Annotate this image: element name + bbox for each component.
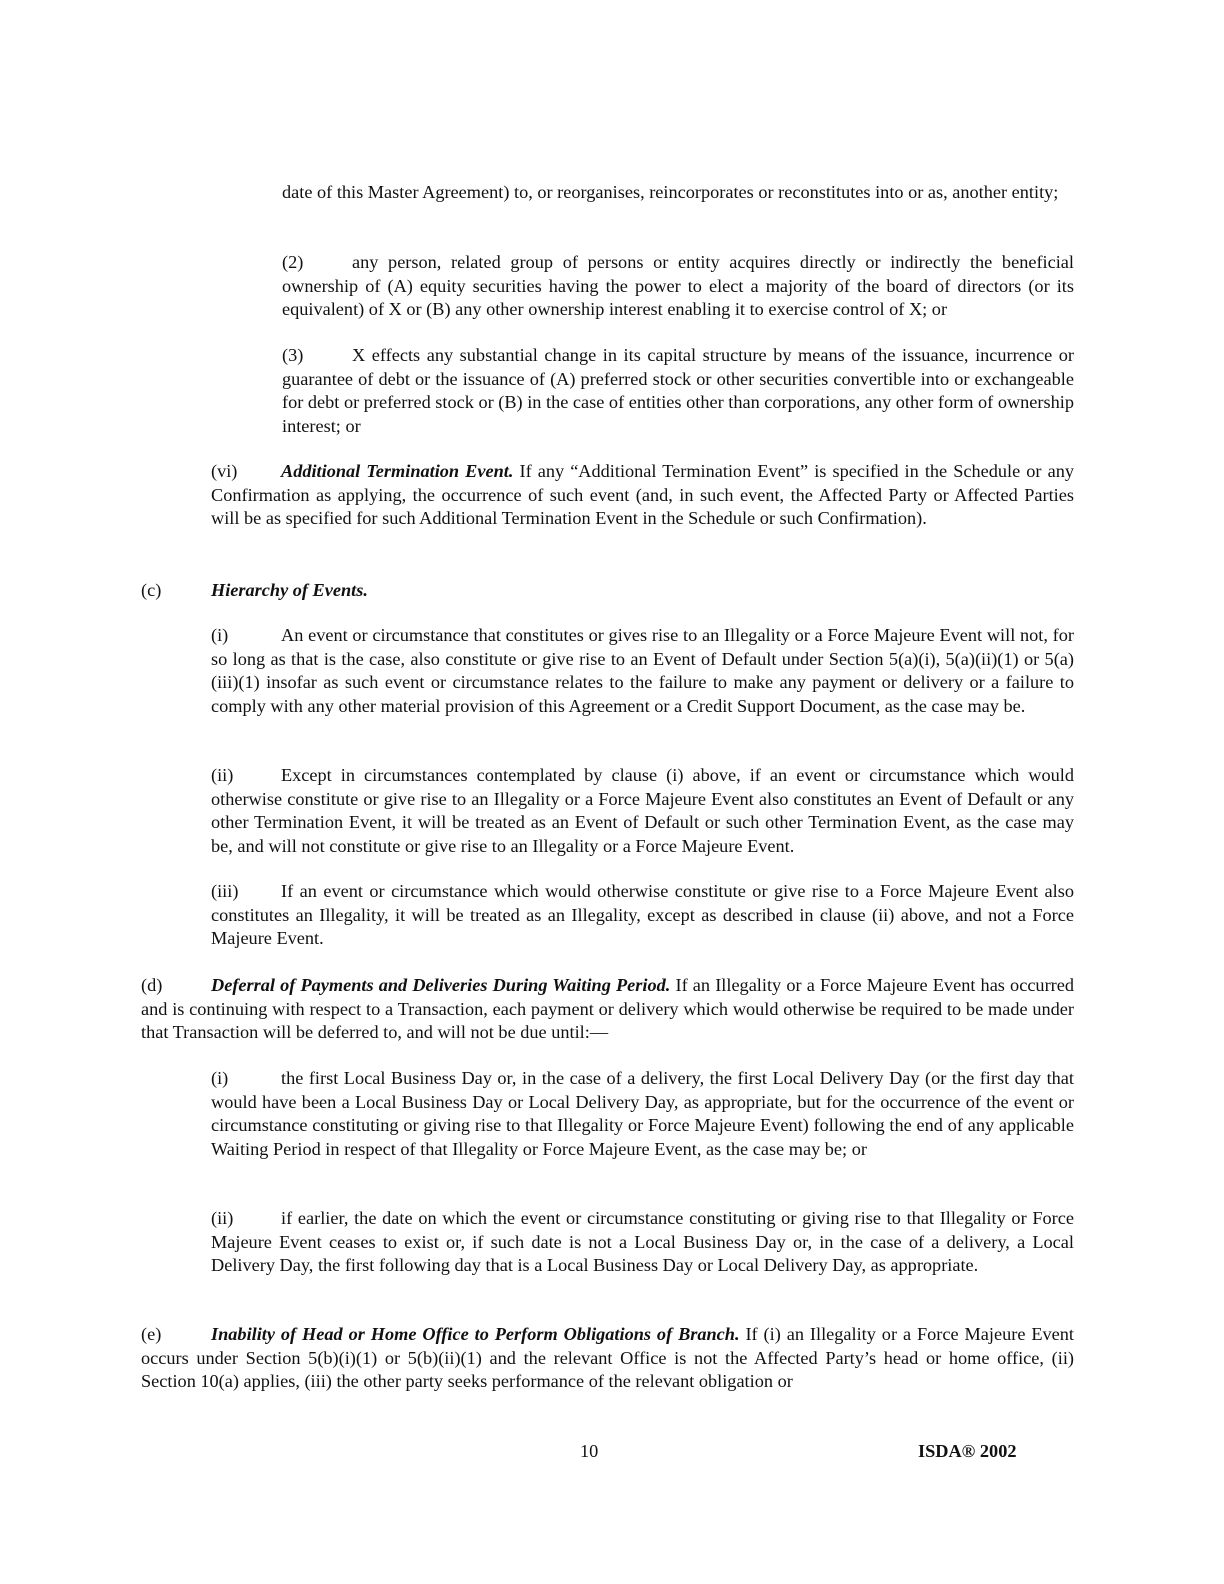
paragraph-clause-vi bbox=[211, 460, 1074, 531]
clause-number: (e) bbox=[141, 1324, 162, 1344]
paragraph-text: If an event or circumstance which would otherwise constitute or give rise to a Force Majeure Event also constitutes an Illegality, it will be treated as an Illegality, except as described in clause (ii) above, and not a Force Majeure Event. bbox=[211, 881, 1074, 948]
paragraph-d bbox=[141, 974, 1074, 1045]
clause-number: (vi) bbox=[211, 461, 238, 481]
document-brand: ISDA® 2002 bbox=[918, 1441, 1017, 1461]
clause-number: (2) bbox=[282, 252, 304, 272]
section-c-heading bbox=[141, 579, 1074, 603]
paragraph-text: X effects any substantial change in its capital structure by means of the issuance, incurrence or guarantee of debt or the issuance of (A) preferred stock or other securities convertible into or exchangeable for debt or preferred stock or (B) in the case of entities other than corporations, any other form of ownership interest; or bbox=[282, 345, 1074, 436]
paragraph-text: If an Illegality or a Force Majeure Event has occurred and is continuing with respect to a Transaction, each payment or delivery which would otherwise be required to be made under that Transaction will be deferred to, and will not be due until:— bbox=[141, 975, 1074, 1042]
paragraph-text: if earlier, the date on which the event or circumstance constituting or giving rise to that Illegality or Force Majeure Event ceases to exist or, if such date is not a Local Business Day or, in the case of a delivery, a Local Delivery Day, the first following day that is a Local Business Day or Local Delivery Day, as appropriate. bbox=[211, 1208, 1074, 1275]
clause-number: (ii) bbox=[211, 1208, 234, 1228]
paragraph-c-ii bbox=[211, 764, 1074, 858]
paragraph-text: If (i) an Illegality or a Force Majeure Event occurs under Section 5(b)(i)(1) or 5(b)(ii)(1) and the relevant Office is not the Affected Party’s head or home office, (ii) Section 10(a) applies, (iii) the other party seeks performance of the relevant obligation or bbox=[141, 1324, 1074, 1391]
clause-number: (3) bbox=[282, 345, 304, 365]
clause-heading: Inability of Head or Home Office to Perform Obligations of Branch. bbox=[211, 1324, 740, 1344]
page-number: 10 bbox=[580, 1441, 599, 1461]
paragraph-text: any person, related group of persons or entity acquires directly or indirectly the beneficial ownership of (A) equity securities having the power to elect a majority of the board of directors (or its equivalent) of X or (B) any other ownership interest enabling it to exercise control of X; or bbox=[282, 252, 1074, 319]
clause-number: (i) bbox=[211, 1068, 229, 1088]
clause-number: (c) bbox=[141, 580, 162, 600]
paragraph-text: An event or circumstance that constitutes or gives rise to an Illegality or a Force Majeure Event will not, for so long as that is the case, also constitute or give rise to an Event of Default under Section 5(a)(i), 5(a)(ii)(1) or 5(a)(iii)(1) insofar as such event or circumstance relates to the failure to make any payment or delivery or a failure to comply with any other material provision of this Agreement or a Credit Support Document, as the case may be. bbox=[211, 625, 1074, 716]
paragraph-d-ii bbox=[211, 1207, 1074, 1278]
paragraph-e bbox=[141, 1323, 1074, 1394]
clause-heading: Hierarchy of Events. bbox=[211, 580, 368, 600]
paragraph-continuation bbox=[282, 181, 1074, 205]
clause-number: (i) bbox=[211, 625, 229, 645]
paragraph-c-i bbox=[211, 624, 1074, 718]
clause-number: (d) bbox=[141, 975, 163, 995]
paragraph-clause-3 bbox=[282, 344, 1074, 438]
paragraph-d-i bbox=[211, 1067, 1074, 1161]
paragraph-text: the first Local Business Day or, in the case of a delivery, the first Local Delivery Day (or the first day that would have been a Local Business Day or Local Delivery Day, as appropriate, but for the occurrence of the event or circumstance constituting or giving rise to that Illegality or Force Majeure Event) following the end of any applicable Waiting Period in respect of that Illegality or Force Majeure Event, as the case may be; or bbox=[211, 1068, 1074, 1159]
clause-heading: Deferral of Payments and Deliveries During Waiting Period. bbox=[211, 975, 671, 995]
clause-heading: Additional Termination Event. bbox=[281, 461, 514, 481]
paragraph-text: Except in circumstances contemplated by clause (i) above, if an event or circumstance which would otherwise constitute or give rise to an Illegality or a Force Majeure Event also constitutes an Event of Default or any other Termination Event, it will be treated as an Event of Default or such other Termination Event, as the case may be, and will not constitute or give rise to an Illegality or a Force Majeure Event. bbox=[211, 765, 1074, 856]
clause-number: (ii) bbox=[211, 765, 234, 785]
paragraph-text: If any “Additional Termination Event” is specified in the Schedule or any Confirmation as applying, the occurrence of such event (and, in such event, the Affected Party or Affected Parties will be as specified for such Additional Termination Event in the Schedule or such Confirmation). bbox=[211, 461, 1074, 528]
paragraph-text: date of this Master Agreement) to, or reorganises, reincorporates or reconstitutes into or as, another entity; bbox=[282, 182, 1059, 202]
paragraph-c-iii bbox=[211, 880, 1074, 951]
paragraph-clause-2 bbox=[282, 251, 1074, 322]
clause-number: (iii) bbox=[211, 881, 239, 901]
